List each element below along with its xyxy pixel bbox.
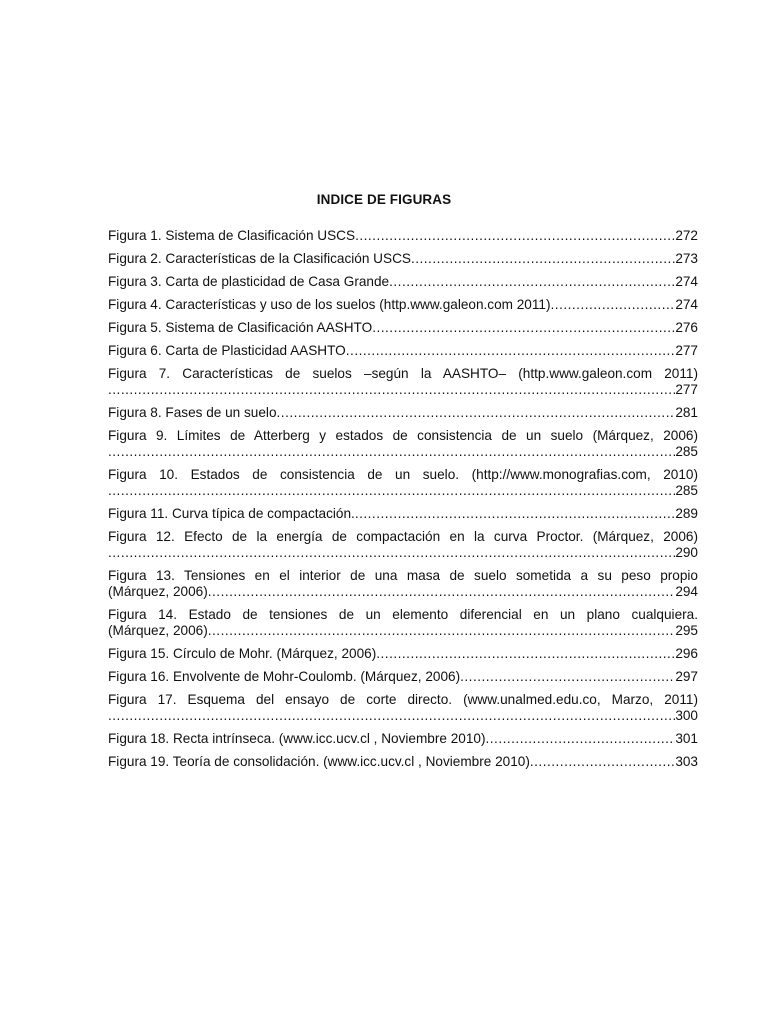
dot-leader [355,506,675,522]
dot-leader [376,646,675,662]
dot-leader [277,405,676,421]
entry-page-number: 294 [675,584,698,599]
dot-leader [108,545,675,561]
entry-page-number: 296 [675,646,698,661]
toc-entry-figura-4[interactable] [108,297,698,313]
entry-page-number: 273 [675,251,698,266]
entry-text: Figura 16. Envolvente de Mohr-Coulomb. (Márquez, 2006) [108,669,461,684]
dot-leader [355,228,675,244]
toc-entry-figura-16[interactable] [108,669,698,685]
entry-page-number: 281 [675,405,698,420]
dot-leader [411,251,675,267]
toc-entry-figura-8[interactable] [108,405,698,421]
dot-leader [372,320,675,336]
entry-text: Figura 2. Características de la Clasificación USCS [108,251,411,266]
entry-text-line-1: Figura 7. Características de suelos –según la AASHTO– (http.www.galeon.com 2011) [108,366,698,381]
entry-text: Figura 6. Carta de Plasticidad AASHTO [108,343,346,358]
toc-entry-figura-2[interactable] [108,251,698,267]
page-title: INDICE DE FIGURAS [316,192,452,207]
toc-entry-figura-18[interactable] [108,731,698,747]
entry-page-number: 274 [675,274,698,289]
entry-page-number: 285 [675,483,698,498]
entry-text: (Márquez, 2006) [108,584,208,599]
dot-leader [486,731,676,747]
entry-page-number: 277 [675,343,698,358]
entry-page-number: 274 [675,297,698,312]
dot-leader [208,623,676,639]
entry-page-number: 300 [675,708,698,723]
entry-text: Figura 3. Carta de plasticidad de Casa Grande [108,274,390,289]
toc-entry-figura-7[interactable] [108,366,698,398]
entry-text-line-1: Figura 10. Estados de consistencia de un suelo. (http://www.monografias.com, 2010) [108,467,698,482]
toc-entry-figura-17[interactable] [108,692,698,724]
entry-page-number: 285 [675,444,698,459]
entry-text: Figura 18. Recta intrínseca. (www.icc.ucv.cl , Noviembre 2010) [108,731,486,746]
dot-leader [551,297,676,313]
toc-entry-figura-12[interactable] [108,529,698,561]
entry-text-line-1: Figura 13. Tensiones en el interior de una masa de suelo sometida a su peso propio [108,568,698,583]
entry-text-line-1: Figura 14. Estado de tensiones de un elemento diferencial en un plano cualquiera. [108,607,698,622]
entry-text: Figura 15. Círculo de Mohr. (Márquez, 2006) [108,646,377,661]
entry-text: (Márquez, 2006) [108,623,208,638]
toc-entry-figura-9[interactable] [108,428,698,460]
dot-leader [108,483,675,499]
entry-text: Figura 8. Fases de un suelo [108,405,277,420]
entry-page-number: 303 [675,754,698,769]
dot-leader [460,669,675,685]
entry-page-number: 290 [675,545,698,560]
entry-page-number: 301 [675,731,698,746]
entry-text: Figura 11. Curva típica de compactación. [108,506,355,521]
toc-entry-figura-1[interactable] [108,228,698,244]
toc-entry-figura-3[interactable] [108,274,698,290]
toc-entry-figura-10[interactable] [108,467,698,499]
entry-page-number: 276 [675,320,698,335]
entry-text: Figura 4. Características y uso de los suelos (http.www.galeon.com 2011) [108,297,551,312]
toc-entry-figura-5[interactable] [108,320,698,336]
entry-page-number: 277 [675,382,698,397]
entry-text: Figura 1. Sistema de Clasificación USCS [108,228,356,243]
toc-entry-figura-19[interactable] [108,754,698,770]
entry-text-line-1: Figura 17. Esquema del ensayo de corte directo. (www.unalmed.edu.co, Marzo, 2011) [108,692,698,707]
dot-leader [108,444,675,460]
dot-leader [108,708,675,724]
toc-entry-figura-15[interactable] [108,646,698,662]
entry-page-number: 272 [675,228,698,243]
toc-entry-figura-14[interactable] [108,607,698,639]
entry-page-number: 297 [675,669,698,684]
entry-page-number: 295 [675,623,698,638]
entry-text: Figura 5. Sistema de Clasificación AASHTO [108,320,373,335]
dot-leader [208,584,676,600]
toc-entry-figura-6[interactable] [108,343,698,359]
dot-leader [346,343,676,359]
entry-page-number: 289 [675,506,698,521]
entry-text-line-1: Figura 9. Límites de Atterberg y estados de consistencia de un suelo (Márquez, 2006) [108,428,698,443]
toc-entry-figura-13[interactable] [108,568,698,600]
figure-index-list [108,228,698,777]
entry-text: Figura 19. Teoría de consolidación. (www.icc.ucv.cl , Noviembre 2010) [108,754,530,769]
dot-leader [389,274,675,290]
entry-text-line-1: Figura 12. Efecto de la energía de compactación en la curva Proctor. (Márquez, 2006) [108,529,698,544]
toc-entry-figura-11[interactable] [108,506,698,522]
dot-leader [108,382,675,398]
dot-leader [530,754,675,770]
